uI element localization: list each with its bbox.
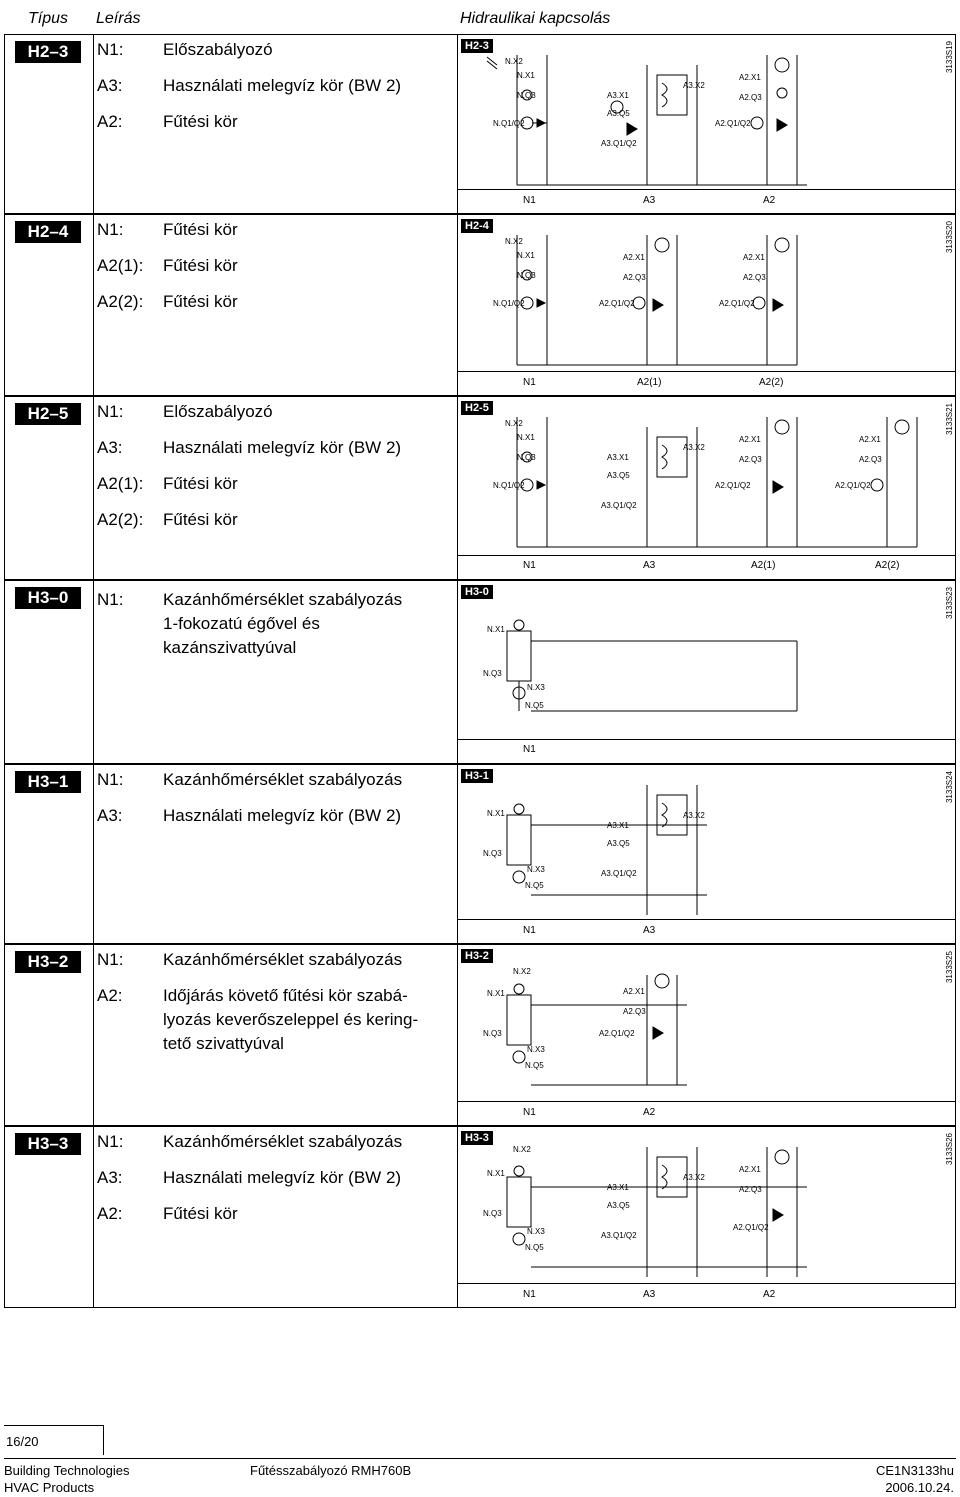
footer-doc-number: CE1N3133hu [875, 1463, 954, 1478]
diagram-cell [457, 945, 955, 1125]
connector-label: A3.X1 [607, 1183, 629, 1192]
column-label: N1 [523, 560, 536, 571]
connector-label: A2.X1 [859, 435, 881, 444]
desc-cell [93, 35, 458, 213]
desc-label: N1: [97, 402, 124, 421]
figure-number: 3133S25 [945, 951, 954, 984]
desc-text: Fűtési kör [163, 474, 238, 493]
desc-text: Előszabályozó [163, 402, 273, 421]
connector-label: N.Q5 [525, 881, 544, 890]
connector-label: A2.X1 [739, 1165, 761, 1174]
desc-text: Fűtési kör [163, 292, 238, 311]
connector-label: N.X3 [527, 683, 545, 692]
column-label: A2(2) [875, 560, 900, 571]
row-h3-0 [4, 580, 956, 764]
type-cell [5, 765, 94, 943]
connector-label: N.Q5 [525, 701, 544, 710]
hydraulic-schematic [457, 945, 957, 1105]
desc-label: A2: [97, 1204, 123, 1223]
column-label: A2 [763, 1289, 776, 1300]
desc-label: A2(2): [97, 510, 144, 529]
desc-label: A3: [97, 76, 123, 95]
connector-label: N.X2 [513, 1145, 531, 1154]
connector-label: N.Q3 [483, 669, 502, 678]
connector-label: N.X1 [517, 433, 535, 442]
connector-label: N.X2 [505, 237, 523, 246]
desc-label: A3: [97, 438, 123, 457]
desc-text: Fűtési kör [163, 220, 238, 239]
connector-label: N.Q3 [517, 91, 536, 100]
connector-label: N.X3 [527, 865, 545, 874]
desc-label: N1: [97, 590, 124, 609]
connector-label: A3.X1 [607, 821, 629, 830]
connector-label: N.X1 [487, 625, 505, 634]
desc-label: A2: [97, 986, 123, 1005]
diagram-tag: H3-0 [461, 585, 493, 599]
connector-label: A3.Q5 [607, 839, 630, 848]
hydraulic-schematic [457, 35, 957, 195]
type-code: H2–5 [15, 403, 81, 425]
desc-label: A2: [97, 112, 123, 131]
column-label: A3 [643, 925, 656, 936]
desc-text: Kazánhőmérséklet szabályozás [163, 1132, 403, 1151]
desc-text: Fűtési kör [163, 1204, 238, 1223]
diagram-tag: H2-4 [461, 219, 493, 233]
connector-label: N.X2 [505, 419, 523, 428]
connector-label: N.Q5 [525, 1243, 544, 1252]
column-label: A2(1) [637, 377, 662, 388]
connector-label: A2.Q1/Q2 [835, 481, 871, 490]
type-code: H2–3 [15, 41, 81, 63]
column-label: A2 [643, 1107, 656, 1118]
connector-label: N.Q3 [483, 1029, 502, 1038]
desc-label: A2(1): [97, 256, 144, 275]
type-cell [5, 945, 94, 1125]
desc-text: Előszabályozó [163, 40, 273, 59]
column-label: A2 [763, 195, 776, 206]
desc-cell [93, 581, 458, 763]
connector-label: A3.X1 [607, 453, 629, 462]
row-h3-2 [4, 944, 956, 1126]
type-cell [5, 1127, 94, 1307]
connector-label: A2.Q3 [739, 93, 762, 102]
desc-text: Használati melegvíz kör (BW 2) [163, 806, 402, 825]
connector-label: N.Q3 [517, 271, 536, 280]
column-separator [457, 739, 955, 740]
desc-text: Kazánhőmérséklet szabályozás [163, 770, 403, 789]
footer-division: HVAC Products [4, 1480, 95, 1495]
desc-text: Kazánhőmérséklet szabályozás [163, 950, 403, 969]
connector-label: A2.X1 [739, 435, 761, 444]
desc-label: A2(2): [97, 292, 144, 311]
hydraulic-schematic [457, 1127, 957, 1287]
diagram-tag: H2-5 [461, 401, 493, 415]
desc-cell [93, 945, 458, 1125]
desc-label: N1: [97, 1132, 124, 1151]
connector-label: A2.Q3 [743, 273, 766, 282]
desc-label: A3: [97, 1168, 123, 1187]
connector-label: N.X2 [513, 967, 531, 976]
connector-label: N.X2 [505, 57, 523, 66]
footer-company: Building Technologies [4, 1463, 130, 1478]
connector-label: A3.Q1/Q2 [601, 501, 637, 510]
type-code: H3–0 [15, 587, 81, 609]
connector-label: A3.X2 [683, 81, 705, 90]
connector-label: A2.Q3 [859, 455, 882, 464]
connector-label: N.Q1/Q2 [493, 119, 525, 128]
column-separator [457, 189, 955, 190]
type-code: H3–1 [15, 771, 81, 793]
desc-text: lyozás keverőszeleppel és kering- [163, 1010, 419, 1029]
connector-label: N.X1 [517, 71, 535, 80]
diagram-cell [457, 581, 955, 763]
connector-label: A2.X1 [739, 73, 761, 82]
desc-text: kazánszivattyúval [163, 638, 297, 657]
figure-number: 3133S20 [945, 221, 954, 254]
figure-number: 3133S24 [945, 771, 954, 804]
desc-cell [93, 397, 458, 579]
desc-text: Kazánhőmérséklet szabályozás [163, 590, 403, 609]
header-hydraulic: Hidraulikai kapcsolás [460, 10, 611, 27]
connector-label: N.X1 [487, 989, 505, 998]
connector-label: A3.X1 [607, 91, 629, 100]
desc-text: Fűtési kör [163, 256, 238, 275]
column-label: N1 [523, 195, 536, 206]
connector-label: A3.Q1/Q2 [601, 1231, 637, 1240]
type-cell [5, 215, 94, 395]
column-separator [457, 371, 955, 372]
hydraulic-schematic [457, 215, 957, 375]
desc-label: N1: [97, 40, 124, 59]
connector-label: A3.Q5 [607, 109, 630, 118]
connector-label: N.X3 [527, 1227, 545, 1236]
connector-label: N.Q3 [483, 1209, 502, 1218]
column-label: A2(2) [759, 377, 784, 388]
connector-label: A3.Q5 [607, 471, 630, 480]
desc-text: Használati melegvíz kör (BW 2) [163, 76, 402, 95]
desc-text: Használati melegvíz kör (BW 2) [163, 1168, 402, 1187]
connector-label: A2.Q1/Q2 [715, 481, 751, 490]
diagram-tag: H2-3 [461, 39, 493, 53]
desc-label: N1: [97, 220, 124, 239]
connector-label: N.Q5 [525, 1061, 544, 1070]
footer-product: Fűtésszabályozó RMH760B [250, 1463, 412, 1478]
desc-cell [93, 1127, 458, 1307]
header-desc: Leírás [96, 10, 141, 27]
connector-label: A3.Q5 [607, 1201, 630, 1210]
diagram-tag: H3-3 [461, 1131, 493, 1145]
connector-label: A3.X2 [683, 1173, 705, 1182]
connector-label: A2.Q3 [623, 273, 646, 282]
column-label: N1 [523, 1289, 536, 1300]
figure-number: 3133S19 [945, 41, 954, 74]
desc-text: Használati melegvíz kör (BW 2) [163, 438, 402, 457]
connector-label: A2.Q3 [739, 455, 762, 464]
column-label: A3 [643, 560, 656, 571]
diagram-cell [457, 215, 955, 395]
connector-label: A2.Q1/Q2 [715, 119, 751, 128]
connector-label: A2.Q1/Q2 [599, 1029, 635, 1038]
type-cell [5, 397, 94, 579]
desc-text: 1-fokozatú égővel és [163, 614, 320, 633]
row-h2-5 [4, 396, 956, 580]
diagram-tag: H3-2 [461, 949, 493, 963]
figure-number: 3133S23 [945, 587, 954, 620]
column-label: N1 [523, 925, 536, 936]
connector-label: N.X1 [487, 809, 505, 818]
desc-label: A3: [97, 806, 123, 825]
page-number: 16/20 [4, 1425, 104, 1455]
type-code: H2–4 [15, 221, 81, 243]
column-separator [457, 555, 955, 556]
desc-label: N1: [97, 770, 124, 789]
connector-label: A3.X2 [683, 443, 705, 452]
desc-text: Fűtési kör [163, 510, 238, 529]
hydraulic-schematic [457, 581, 957, 741]
row-h3-1 [4, 764, 956, 944]
desc-text: Időjárás követő fűtési kör szabá- [163, 986, 408, 1005]
figure-number: 3133S26 [945, 1133, 954, 1166]
desc-label: A2(1): [97, 474, 144, 493]
footer-date: 2006.10.24. [885, 1480, 954, 1495]
column-label: A2(1) [751, 560, 776, 571]
connector-label: A2.Q3 [739, 1185, 762, 1194]
column-label: N1 [523, 1107, 536, 1118]
row-h3-3 [4, 1126, 956, 1308]
diagram-cell [457, 35, 955, 213]
figure-number: 3133S21 [945, 403, 954, 436]
connector-label: N.X3 [527, 1045, 545, 1054]
type-cell [5, 581, 94, 763]
row-h2-4 [4, 214, 956, 396]
connector-label: N.X1 [487, 1169, 505, 1178]
row-h2-3 [4, 34, 956, 214]
diagram-cell [457, 1127, 955, 1307]
diagram-cell [457, 397, 955, 579]
footer-rule [4, 1458, 956, 1459]
connector-label: N.Q1/Q2 [493, 481, 525, 490]
column-label: A3 [643, 1289, 656, 1300]
connector-label: A2.X1 [623, 253, 645, 262]
desc-text: tető szivattyúval [163, 1034, 284, 1053]
hydraulic-schematic [457, 765, 957, 925]
diagram-tag: H3-1 [461, 769, 493, 783]
desc-cell [93, 765, 458, 943]
column-separator [457, 919, 955, 920]
header-type: Típus [28, 10, 69, 27]
desc-cell [93, 215, 458, 395]
desc-label: N1: [97, 950, 124, 969]
connector-label: N.Q3 [517, 453, 536, 462]
column-separator [457, 1101, 955, 1102]
connector-label: N.Q3 [483, 849, 502, 858]
type-code: H3–2 [15, 951, 81, 973]
column-separator [457, 1283, 955, 1284]
column-label: N1 [523, 377, 536, 388]
hydraulic-schematic [457, 397, 957, 557]
type-code: H3–3 [15, 1133, 81, 1155]
connector-label: A3.Q1/Q2 [601, 139, 637, 148]
connector-label: A2.Q1/Q2 [599, 299, 635, 308]
diagram-cell [457, 765, 955, 943]
connector-label: A2.X1 [743, 253, 765, 262]
desc-text: Fűtési kör [163, 112, 238, 131]
column-label: N1 [523, 744, 536, 755]
connector-label: N.Q1/Q2 [493, 299, 525, 308]
connector-label: N.X1 [517, 251, 535, 260]
column-label: A3 [643, 195, 656, 206]
connector-label: A2.Q1/Q2 [719, 299, 755, 308]
connector-label: A2.X1 [623, 987, 645, 996]
connector-label: A3.Q1/Q2 [601, 869, 637, 878]
type-cell [5, 35, 94, 213]
connector-label: A2.Q3 [623, 1007, 646, 1016]
connector-label: A3.X2 [683, 811, 705, 820]
connector-label: A2.Q1/Q2 [733, 1223, 769, 1232]
